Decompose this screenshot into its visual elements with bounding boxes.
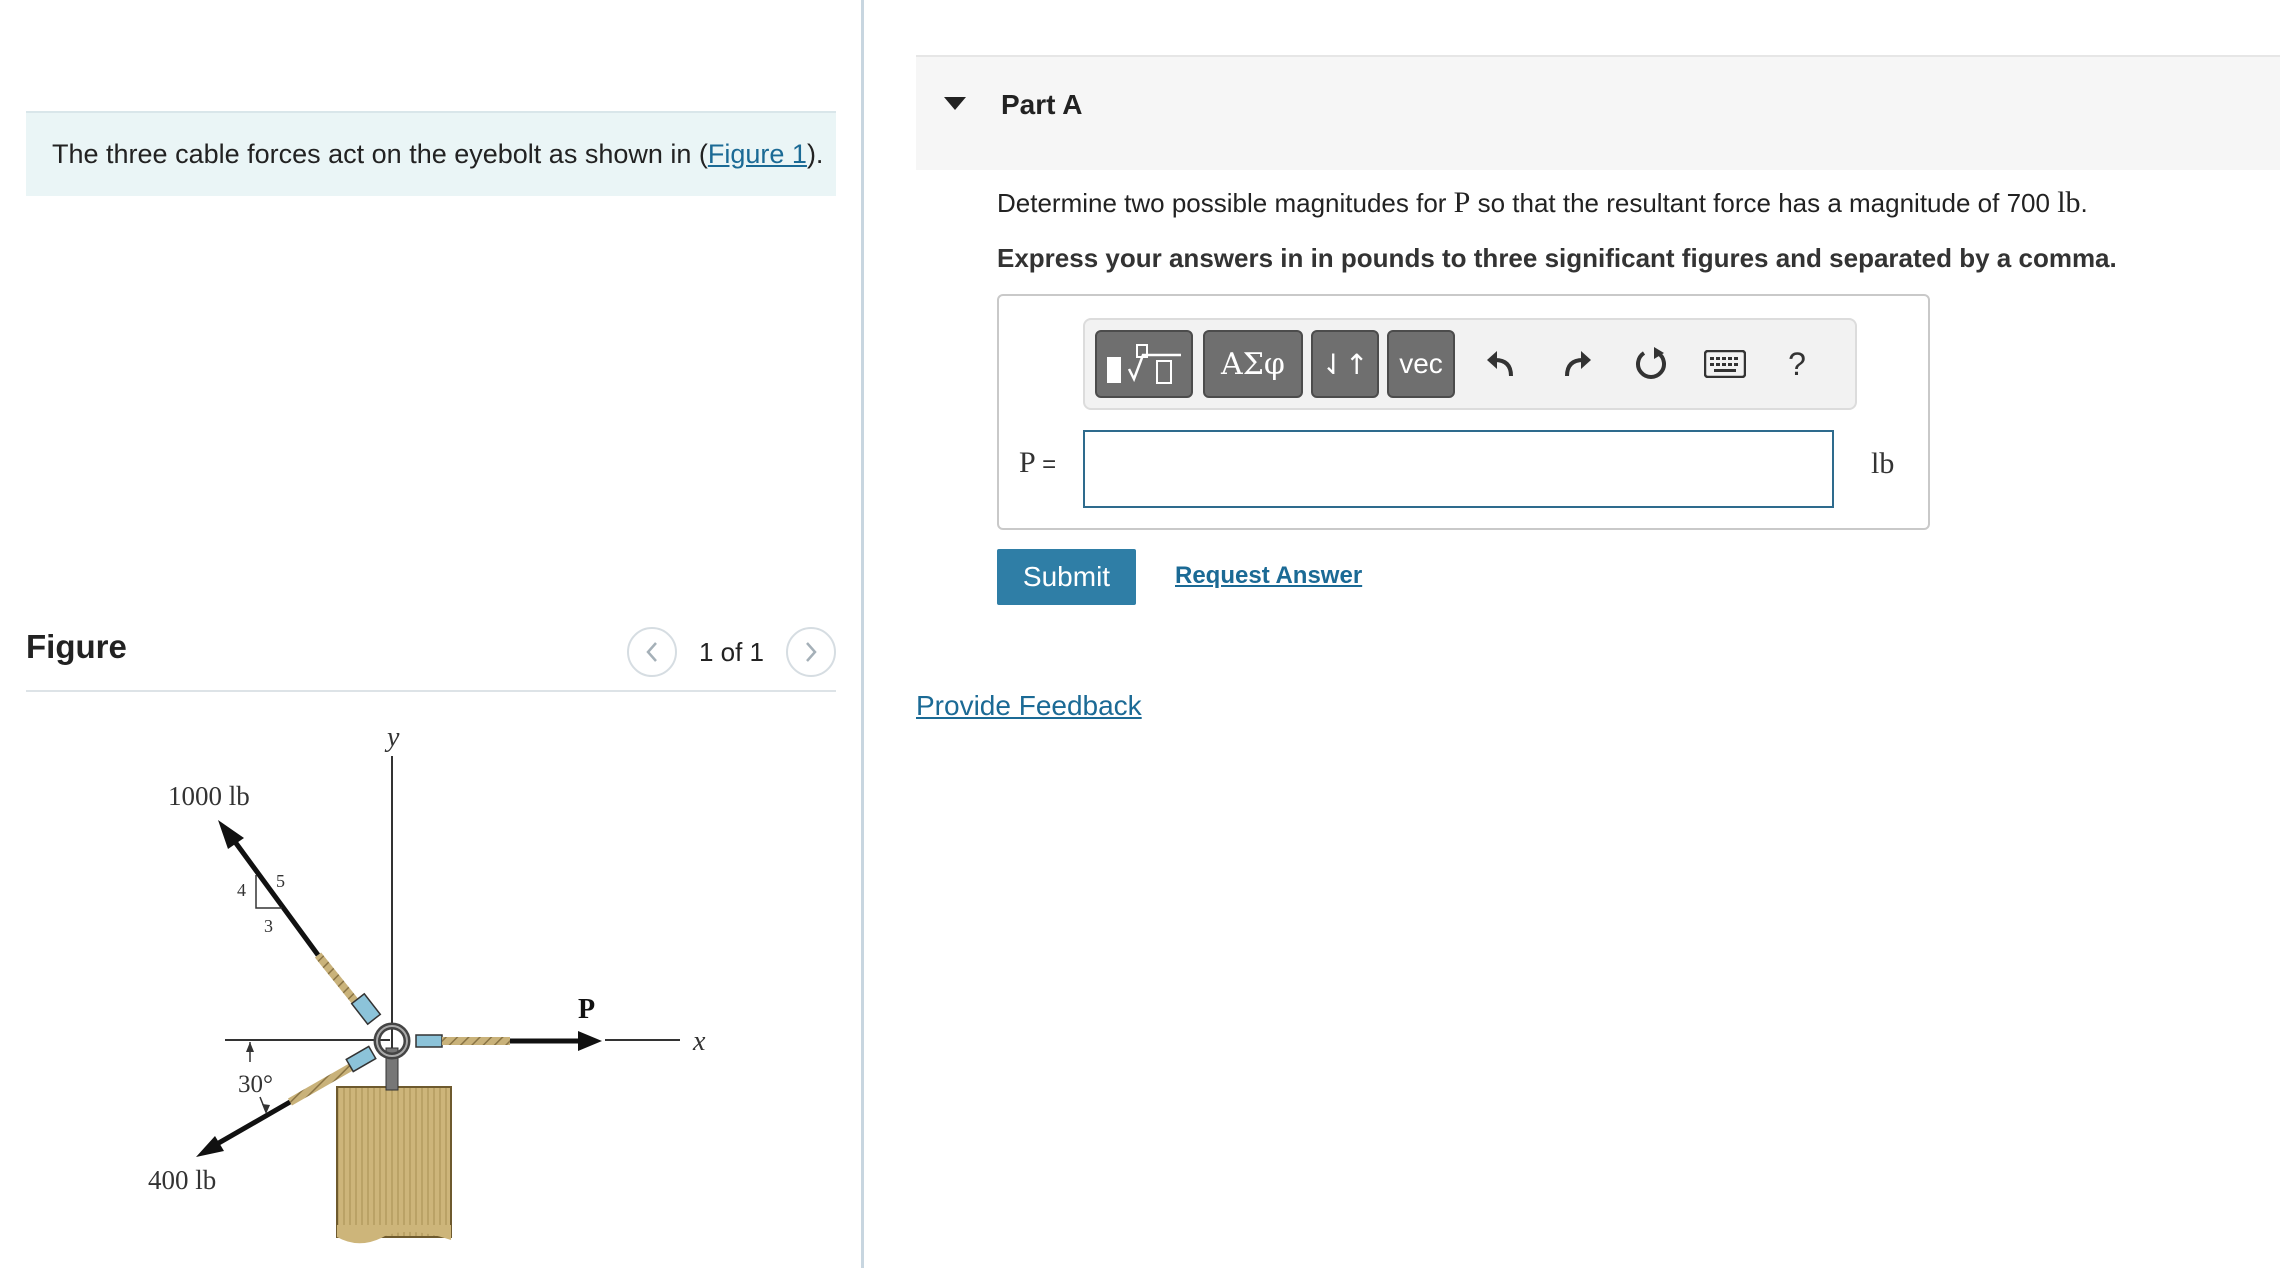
intro-text-after: ). [806, 139, 824, 169]
arrow-p [578, 1031, 602, 1051]
wood-block [337, 1087, 451, 1237]
answer-var: P [1019, 446, 1035, 479]
eyebolt-figure [130, 712, 730, 1252]
y-axis-label: y [387, 722, 400, 753]
problem-intro [26, 111, 836, 196]
arrow-400lb [196, 1136, 224, 1157]
figure-header [26, 620, 836, 692]
answer-input[interactable] [1083, 430, 1834, 508]
redo-icon [1559, 346, 1595, 382]
question-unit: lb [2057, 186, 2081, 219]
force-label-400lb: 400 lb [148, 1165, 217, 1195]
collapse-caret-icon[interactable] [944, 97, 966, 110]
answer-box [997, 294, 1930, 530]
slope-label-3: 3 [264, 916, 273, 936]
question-after: . [2080, 188, 2088, 218]
redo-button[interactable] [1549, 334, 1605, 394]
pager-count: 1 of 1 [698, 636, 764, 667]
reset-button[interactable] [1623, 334, 1679, 394]
answer-unit: lb [1871, 447, 1895, 480]
part-header[interactable] [916, 55, 2280, 170]
templates-button[interactable] [1095, 330, 1193, 398]
reset-icon [1632, 345, 1670, 383]
answer-equals: = [1042, 451, 1057, 478]
figure-title: Figure [26, 628, 127, 665]
question-var: P [1453, 186, 1471, 219]
next-figure-button[interactable] [786, 627, 836, 677]
slope-label-5: 5 [276, 871, 285, 891]
templates-icon [1101, 339, 1187, 389]
keyboard-button[interactable] [1697, 334, 1753, 394]
arrows-button[interactable]: ⇃↑ [1311, 330, 1379, 398]
greek-button[interactable]: ΑΣφ [1203, 330, 1303, 398]
angle-label: 30° [238, 1071, 273, 1098]
question-before: Determine two possible magnitudes for [997, 188, 1454, 218]
pane-divider[interactable] [861, 0, 864, 1268]
prev-figure-button[interactable] [627, 627, 677, 677]
figure-link[interactable]: Figure 1 [707, 139, 807, 169]
instruction-text: Express your answers in in pounds to three significant figures and separated by a comma. [997, 243, 2117, 273]
keyboard-icon [1704, 350, 1746, 378]
x-axis-label: x [693, 1026, 706, 1057]
answer-variable-label [1019, 446, 1056, 480]
question-text [997, 186, 2088, 220]
question-mid: so that the resultant force has a magnitude of 700 [1470, 188, 2058, 218]
vec-button[interactable]: vec [1387, 330, 1455, 398]
request-answer-link[interactable]: Request Answer [1175, 562, 1363, 589]
undo-button[interactable] [1473, 334, 1529, 394]
left-pane [0, 0, 862, 1268]
help-button[interactable]: ? [1788, 345, 1806, 382]
part-title: Part A [1001, 89, 1083, 120]
provide-feedback-link[interactable]: Provide Feedback [916, 690, 1142, 721]
figure-pager [627, 626, 836, 678]
math-toolbar [1083, 318, 1857, 410]
force-label-1000lb: 1000 lb [168, 781, 250, 811]
undo-icon [1483, 346, 1519, 382]
slope-label-4: 4 [237, 880, 246, 900]
force-label-p: P [578, 994, 596, 1025]
submit-button[interactable]: Submit [997, 549, 1136, 605]
intro-text-before: The three cable forces act on the eyebolt as shown in ( [52, 139, 708, 169]
chevron-left-icon [644, 641, 660, 663]
chevron-right-icon [803, 641, 819, 663]
